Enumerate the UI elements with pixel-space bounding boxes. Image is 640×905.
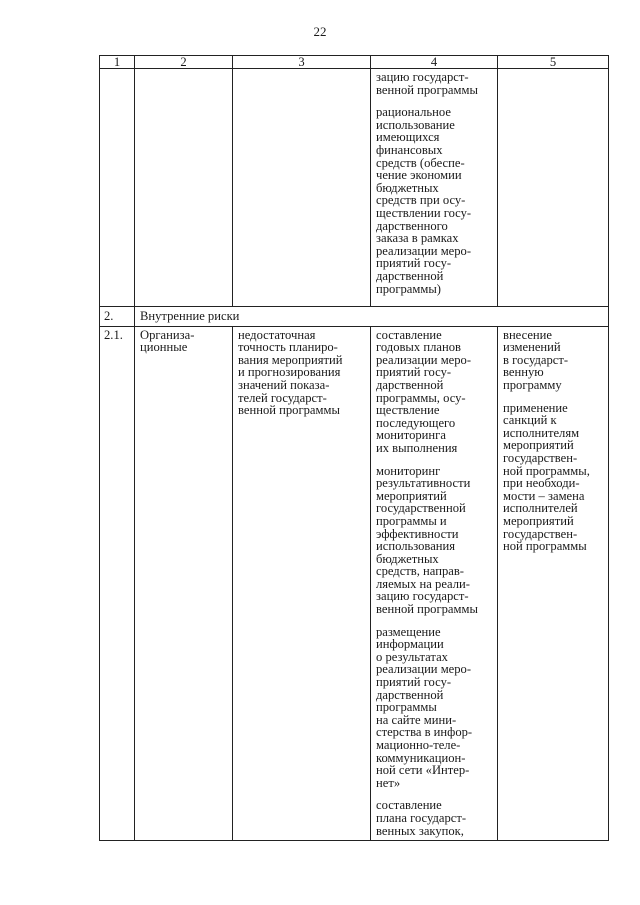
text-line: реализации меро-: [376, 662, 472, 677]
text-block: [376, 465, 492, 616]
text-line: точность планиро-: [238, 340, 338, 355]
text-line: мероприятий: [503, 438, 574, 453]
text-line: ной сети «Интер-: [376, 763, 470, 778]
text-line: Организа-: [140, 327, 195, 342]
text-line: зацию государст-: [376, 70, 469, 84]
text-line: чение экономии: [376, 168, 462, 183]
section-title: Внутренние риски: [135, 307, 609, 327]
text-block: [238, 329, 365, 417]
text-block: [376, 106, 492, 295]
text-line: информации: [376, 637, 444, 652]
text-line: программы: [376, 700, 437, 715]
text-block: [376, 799, 492, 837]
text-line: при необходи-: [503, 476, 580, 491]
section-number: 2.: [100, 307, 135, 327]
text-line: венной программы: [238, 403, 340, 418]
text-line: значений показа-: [238, 377, 330, 392]
text-line: приятий госу-: [376, 256, 452, 271]
text-line: средств, направ-: [376, 564, 464, 579]
text-line: программы): [376, 281, 441, 296]
page-number: 22: [313, 24, 327, 39]
text-line: венную: [503, 365, 544, 380]
text-line: дарственной: [376, 377, 444, 392]
header-cell: 3: [233, 56, 371, 69]
cell-risk-type: [135, 69, 233, 307]
text-line: венных закупок,: [376, 823, 464, 838]
text-line: государствен-: [503, 450, 578, 465]
text-block: [376, 71, 492, 96]
text-line: составление: [376, 798, 442, 813]
text-block: [140, 329, 227, 354]
text-line: дарственной: [376, 268, 444, 283]
cell-risk-desc: [233, 326, 371, 841]
text-line: мониторинга: [376, 428, 446, 443]
table-row: [100, 69, 609, 307]
text-line: применение: [503, 400, 568, 415]
header-cell: 4: [371, 56, 498, 69]
text-line: ществлении госу-: [376, 205, 472, 220]
text-line: их выполнения: [376, 440, 458, 455]
text-line: имеющихся: [376, 130, 440, 145]
header-cell: 1: [100, 56, 135, 69]
text-block: [503, 329, 603, 392]
text-line: о результатах: [376, 649, 448, 664]
text-block: [376, 329, 492, 455]
text-line: размещение: [376, 624, 441, 639]
text-line: мероприятий: [376, 488, 447, 503]
text-line: на сайте мини-: [376, 712, 457, 727]
cell-actions: [498, 326, 609, 841]
text-line: недостаточная: [238, 327, 316, 342]
text-line: стерства в инфор-: [376, 725, 473, 740]
text-line: мости – замена: [503, 488, 585, 503]
cell-risk-desc: [233, 69, 371, 307]
text-line: внесение: [503, 327, 552, 342]
text-line: телей государст-: [238, 390, 327, 405]
text-line: использование: [376, 117, 455, 132]
text-line: государственной: [376, 501, 466, 516]
text-line: заказа в рамках: [376, 231, 459, 246]
text-line: реализации меро-: [376, 352, 472, 367]
text-line: ной программы,: [503, 463, 590, 478]
text-line: вания мероприятий: [238, 352, 343, 367]
table-row: [100, 307, 609, 327]
text-line: и прогнозирования: [238, 365, 341, 380]
text-line: санкций к: [503, 413, 557, 428]
text-line: результативности: [376, 476, 471, 491]
text-line: финансовых: [376, 142, 443, 157]
text-line: государствен-: [503, 526, 578, 541]
text-line: приятий госу-: [376, 365, 452, 380]
text-line: рациональное: [376, 105, 451, 120]
text-line: плана государст-: [376, 810, 467, 825]
risk-number: 2.1.: [100, 326, 135, 841]
text-line: годовых планов: [376, 340, 461, 355]
text-line: венной программы: [376, 602, 478, 617]
risk-table: [99, 55, 609, 841]
text-line: исполнителям: [503, 425, 580, 440]
text-line: венной программы: [376, 82, 478, 97]
text-line: программы и: [376, 513, 447, 528]
text-line: средств (обеспе-: [376, 155, 465, 170]
text-line: бюджетных: [376, 180, 439, 195]
text-line: дарственной: [376, 687, 444, 702]
text-line: программы, осу-: [376, 390, 466, 405]
header-cell: 5: [498, 56, 609, 69]
cell-actions: [498, 69, 609, 307]
text-line: составление: [376, 327, 442, 342]
text-line: использования: [376, 539, 456, 554]
text-line: зацию государст-: [376, 589, 469, 604]
text-line: ляемых на реали-: [376, 576, 470, 591]
header-cell: 2: [135, 56, 233, 69]
text-line: мониторинг: [376, 463, 441, 478]
text-line: коммуникацион-: [376, 750, 466, 765]
cell-num: [100, 69, 135, 307]
text-line: мационно-теле-: [376, 738, 461, 752]
text-line: бюджетных: [376, 551, 439, 566]
text-line: последующего: [376, 415, 456, 430]
text-block: [503, 402, 603, 553]
text-line: исполнителей: [503, 501, 578, 516]
text-line: средств при осу-: [376, 193, 466, 208]
cell-measures: [371, 326, 498, 841]
text-line: ществление: [376, 403, 440, 418]
text-line: реализации меро-: [376, 243, 472, 258]
table-row: [100, 326, 609, 841]
text-line: приятий госу-: [376, 675, 452, 690]
text-line: эффективности: [376, 526, 459, 541]
text-line: изменений: [503, 340, 561, 355]
cell-measures: [371, 69, 498, 307]
table-header-row: [100, 56, 609, 69]
text-line: в государст-: [503, 352, 569, 367]
cell-risk-type: [135, 326, 233, 841]
text-block: [376, 626, 492, 790]
text-line: ционные: [140, 340, 188, 355]
text-line: ной программы: [503, 539, 587, 554]
text-line: мероприятий: [503, 513, 574, 528]
text-line: программу: [503, 377, 562, 392]
text-line: нет»: [376, 775, 401, 790]
text-line: дарственного: [376, 218, 448, 233]
